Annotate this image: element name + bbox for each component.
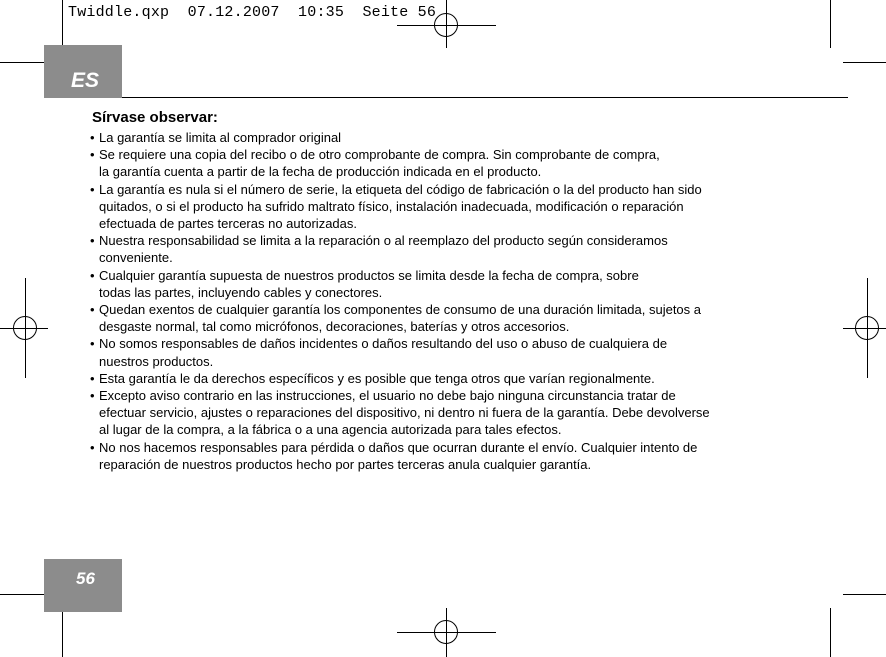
notice-item: [90, 301, 810, 335]
notice-item-line: No somos responsables de daños incidentes o daños resultando del uso o abuso de cualquiera de: [99, 336, 668, 352]
bullet-icon: •: [90, 370, 95, 386]
crop-mark: [62, 0, 63, 48]
language-label: ES: [71, 69, 100, 92]
bullet-icon: •: [90, 439, 95, 455]
notice-item-line: Nuestra responsabilidad se limita a la reparación o al reemplazo del producto según consideramos: [99, 233, 668, 249]
notice-item: [90, 267, 810, 301]
header-rule: [122, 97, 848, 98]
crop-mark: [0, 594, 44, 595]
bullet-icon: •: [90, 302, 95, 318]
notice-item-line: efectuar servicio, ajustes o reparaciones del dispositivo, ni dentro ni fuera de la garantía. Debe devolverse: [99, 405, 710, 421]
bullet-icon: •: [90, 181, 95, 197]
crop-mark: [843, 62, 886, 63]
notice-item-line: La garantía se limita al comprador original: [99, 130, 342, 145]
notice-item-line: desgaste normal, tal como micrófonos, decoraciones, baterías y otros accesorios.: [99, 319, 570, 335]
crop-mark: [0, 62, 44, 63]
bullet-icon: •: [90, 267, 95, 283]
print-slug: Twiddle.qxp 07.12.2007 10:35 Seite 56: [68, 4, 437, 21]
crop-mark: [62, 608, 63, 657]
notice-list: [90, 129, 810, 473]
notice-item-line: la garantía cuenta a partir de la fecha de producción indicada en el producto.: [99, 164, 542, 180]
notice-item-line: Esta garantía le da derechos específicos y es posible que tenga otros que varían regionalmente.: [99, 370, 655, 386]
notice-item: [90, 181, 810, 233]
warranty-notice: [90, 108, 810, 473]
notice-item-line: No nos hacemos responsables para pérdida o daños que ocurran durante el envío. Cualquier intento de: [99, 439, 698, 455]
notice-item: [90, 370, 810, 387]
bullet-icon: •: [90, 388, 95, 404]
notice-item-line: Quedan exentos de cualquier garantía los componentes de consumo de una duración limitada, sujetos a: [99, 302, 701, 318]
notice-item: [90, 387, 810, 439]
notice-item: [90, 146, 810, 180]
bullet-icon: •: [90, 233, 95, 249]
bullet-icon: •: [90, 336, 95, 352]
crop-mark: [830, 608, 831, 657]
notice-item: [90, 335, 810, 369]
notice-item-line: reparación de nuestros productos hecho por partes terceras anula cualquier garantía.: [99, 456, 592, 472]
bullet-icon: •: [90, 130, 95, 145]
page-number: 56: [76, 569, 95, 588]
notice-item-line: Excepto aviso contrario en las instrucciones, el usuario no debe bajo ninguna circunstancia tratar de: [99, 388, 676, 404]
notice-item: [90, 129, 810, 146]
crop-mark: [830, 0, 831, 48]
notice-item-line: conveniente.: [99, 250, 173, 266]
notice-item-line: Cualquier garantía supuesta de nuestros productos se limita desde la fecha de compra, sobre: [99, 267, 639, 283]
notice-item-line: La garantía es nula si el número de serie, la etiqueta del código de fabricación o la del producto han sido: [99, 181, 702, 197]
bullet-icon: •: [90, 147, 95, 163]
notice-item: [90, 439, 810, 473]
notice-item-line: efectuada de partes terceras no autorizadas.: [99, 216, 357, 232]
notice-heading: Sírvase observar:: [92, 109, 218, 126]
notice-item-line: quitados, o si el producto ha sufrido maltrato físico, instalación inadecuada, modificación o reparación: [99, 198, 684, 214]
notice-item-line: todas las partes, incluyendo cables y conectores.: [99, 284, 383, 300]
notice-item: [90, 232, 810, 266]
notice-item-line: al lugar de la compra, a la fábrica o a una agencia autorizada para tales efectos.: [99, 422, 562, 438]
crop-mark: [843, 594, 886, 595]
notice-item-line: Se requiere una copia del recibo o de otro comprobante de compra. Sin comprobante de compra,: [99, 147, 660, 163]
notice-item-line: nuestros productos.: [99, 353, 214, 369]
